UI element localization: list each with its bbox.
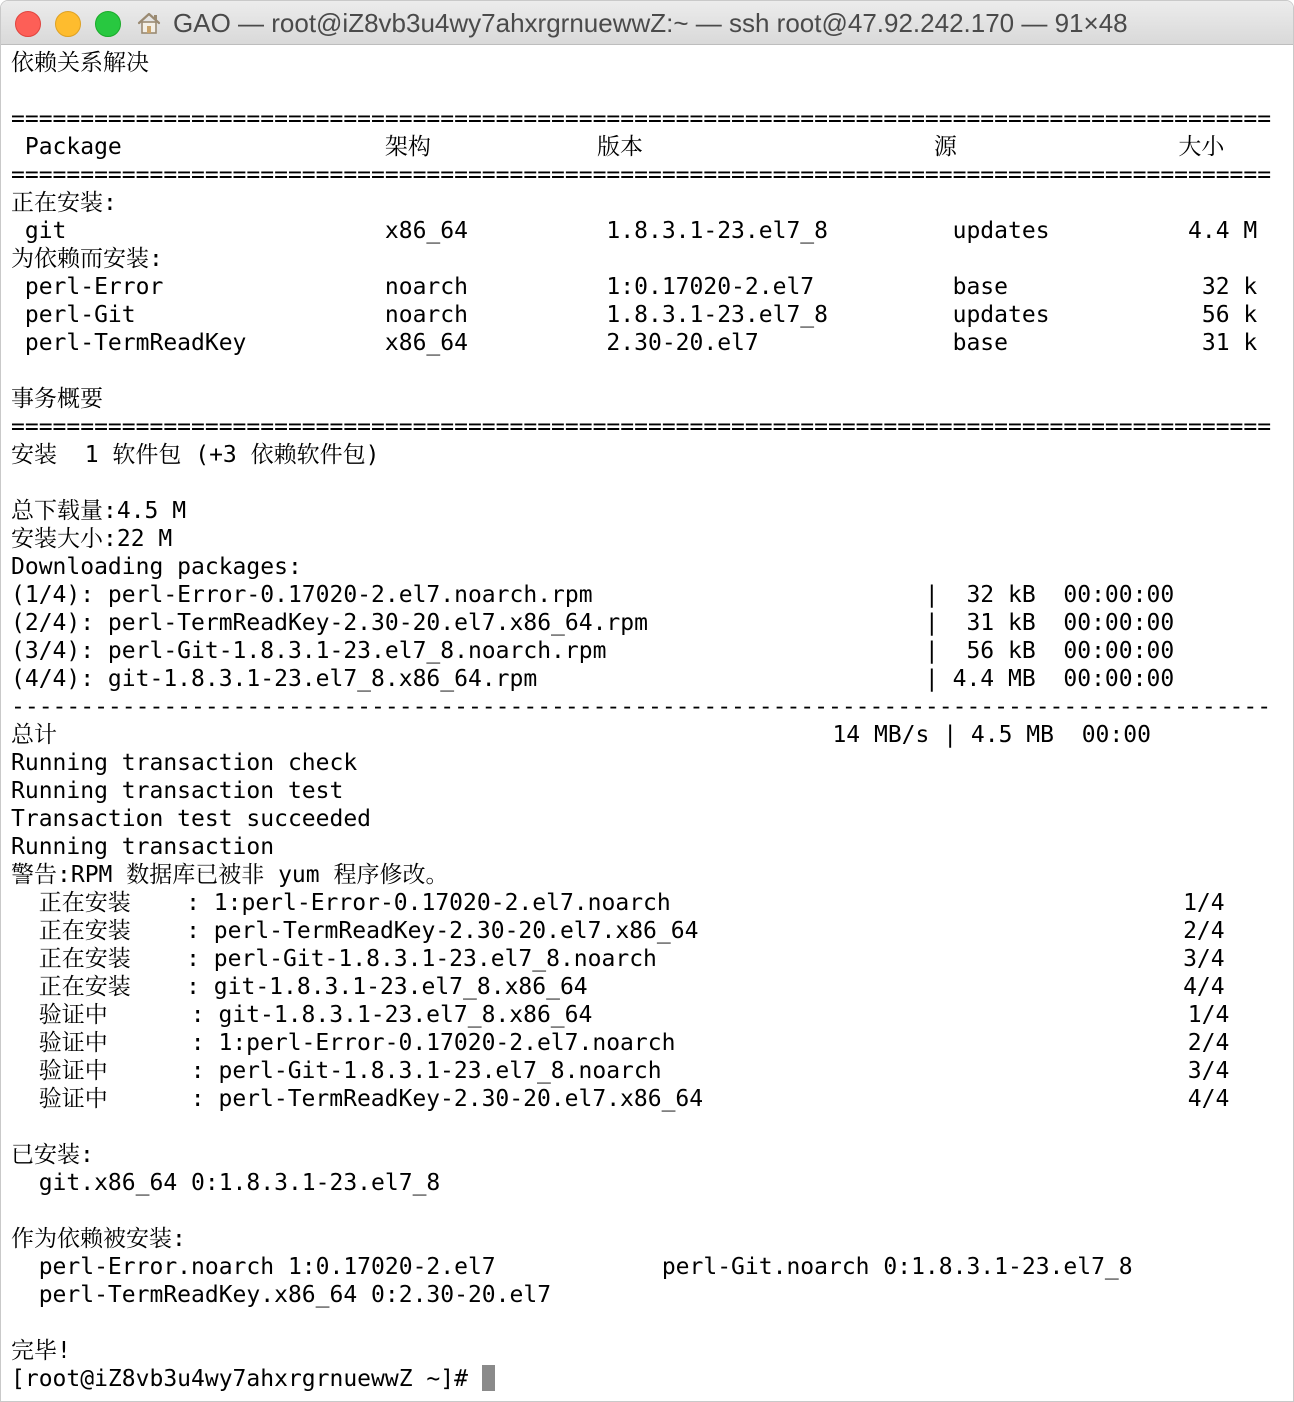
terminal-line: 总计 14 MB/s | 4.5 MB 00:00 xyxy=(11,722,1151,748)
terminal-line xyxy=(11,1309,1251,1337)
terminal-line: perl-Error noarch 1:0.17020-2.el7 base 32 k xyxy=(11,274,1258,300)
terminal-line: 验证中 : 1:perl-Error-0.17020-2.el7.noarch 2/4 xyxy=(11,1030,1230,1056)
terminal-line: =========================================================================================== xyxy=(11,106,1272,132)
terminal-line: Transaction test succeeded xyxy=(11,806,372,832)
terminal-line: 安装 1 软件包 (+3 依赖软件包) xyxy=(11,442,380,468)
terminal-line: (3/4): perl-Git-1.8.3.1-23.el7_8.noarch.rpm | 56 kB 00:00:00 xyxy=(11,638,1175,664)
terminal-line: =========================================================================================== xyxy=(11,162,1272,188)
terminal-line: perl-TermReadKey.x86_64 0:2.30-20.el7 xyxy=(11,1282,552,1308)
shell-prompt: [root@iZ8vb3u4wy7ahxrgrnuewwZ ~]# xyxy=(11,1366,482,1392)
terminal-line: (2/4): perl-TermReadKey-2.30-20.el7.x86_64.rpm | 31 kB 00:00:00 xyxy=(11,610,1175,636)
terminal-line: ------------------------------------------------------------------------------------------- xyxy=(11,694,1272,720)
terminal-line: git x86_64 1.8.3.1-23.el7_8 updates 4.4 M xyxy=(11,218,1258,244)
terminal-line xyxy=(11,469,1251,497)
terminal-line: =========================================================================================== xyxy=(11,414,1272,440)
close-button[interactable] xyxy=(15,11,41,37)
terminal-line: (1/4): perl-Error-0.17020-2.el7.noarch.rpm | 32 kB 00:00:00 xyxy=(11,582,1175,608)
close-icon xyxy=(16,12,40,36)
terminal-line: 完毕! xyxy=(11,1338,71,1364)
terminal-line: 验证中 : perl-TermReadKey-2.30-20.el7.x86_64 4/4 xyxy=(11,1086,1230,1112)
terminal-line: 安装大小:22 M xyxy=(11,526,173,552)
terminal-line: perl-Error.noarch 1:0.17020-2.el7 perl-Git.noarch 0:1.8.3.1-23.el7_8 xyxy=(11,1254,1133,1280)
home-icon xyxy=(135,9,163,37)
terminal-line: 已安装: xyxy=(11,1142,94,1168)
terminal-line: 正在安装 : 1:perl-Error-0.17020-2.el7.noarch 1/4 xyxy=(11,890,1225,916)
terminal-line: 依赖关系解决 xyxy=(11,50,149,76)
terminal-line: Running transaction check xyxy=(11,750,358,776)
text-cursor xyxy=(482,1365,495,1391)
terminal-line: 验证中 : perl-Git-1.8.3.1-23.el7_8.noarch 3/4 xyxy=(11,1058,1230,1084)
window-title: GAO — root@iZ8vb3u4wy7ahxrgrnuewwZ:~ — ssh root@47.92.242.170 — 91×48 xyxy=(173,7,1128,38)
window-title-group xyxy=(135,1,1128,45)
terminal-line: 事务概要 xyxy=(11,386,103,412)
terminal-line: 验证中 : git-1.8.3.1-23.el7_8.x86_64 1/4 xyxy=(11,1002,1230,1028)
terminal-line: 为依赖而安装: xyxy=(11,246,163,272)
terminal-line xyxy=(11,1113,1251,1141)
maximize-button[interactable] xyxy=(95,11,121,37)
terminal-line: (4/4): git-1.8.3.1-23.el7_8.x86_64.rpm | 4.4 MB 00:00:00 xyxy=(11,666,1175,692)
terminal-line: 作为依赖被安装: xyxy=(11,1226,186,1252)
terminal-line: Running transaction test xyxy=(11,778,344,804)
scrollbar[interactable] xyxy=(1285,45,1293,1402)
terminal-line: 警告:RPM 数据库已被非 yum 程序修改。 xyxy=(11,862,449,888)
terminal-line: 正在安装 : git-1.8.3.1-23.el7_8.x86_64 4/4 xyxy=(11,974,1225,1000)
terminal-line: perl-TermReadKey x86_64 2.30-20.el7 base 31 k xyxy=(11,330,1258,356)
terminal-line: 总下载量:4.5 M xyxy=(11,498,187,524)
terminal-line: perl-Git noarch 1.8.3.1-23.el7_8 updates 56 k xyxy=(11,302,1258,328)
terminal-line: Package 架构 版本 源 大小 xyxy=(11,134,1225,160)
terminal-line xyxy=(11,357,1251,385)
terminal-line: 正在安装 : perl-Git-1.8.3.1-23.el7_8.noarch 3/4 xyxy=(11,946,1225,972)
terminal-line: 正在安装 : perl-TermReadKey-2.30-20.el7.x86_64 2/4 xyxy=(11,918,1225,944)
terminal-line xyxy=(11,1197,1251,1225)
prompt-line[interactable] xyxy=(11,1365,1251,1393)
terminal-line: Running transaction xyxy=(11,834,275,860)
title-bar[interactable] xyxy=(1,1,1294,45)
terminal-line xyxy=(11,77,1251,105)
terminal-output[interactable] xyxy=(11,49,1272,1393)
terminal-line: git.x86_64 0:1.8.3.1-23.el7_8 xyxy=(11,1170,441,1196)
minimize-button[interactable] xyxy=(55,11,81,37)
terminal-line: Downloading packages: xyxy=(11,554,302,580)
terminal-line: 正在安装: xyxy=(11,190,117,216)
